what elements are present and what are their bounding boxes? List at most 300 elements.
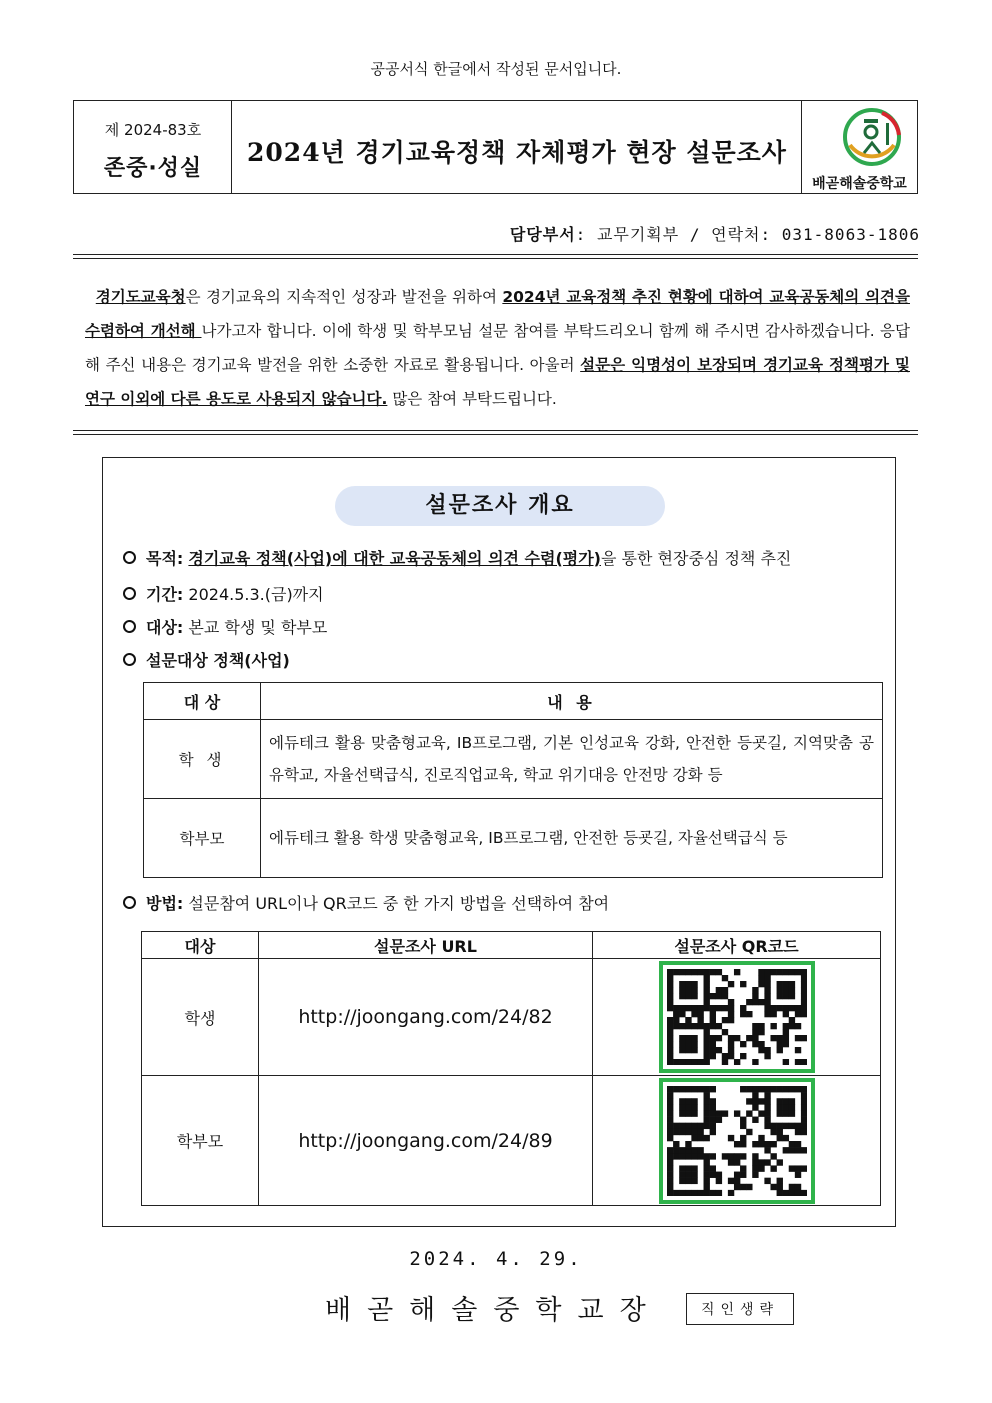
qr-module <box>697 969 703 975</box>
qr-module <box>673 1189 679 1195</box>
qr-module <box>752 1165 758 1171</box>
qr-module <box>776 1110 782 1116</box>
qr-module <box>691 981 697 987</box>
qr-module <box>697 1134 703 1140</box>
qr-module <box>703 981 709 987</box>
dept-label: 담당부서 <box>509 225 576 244</box>
qr-module <box>794 1059 800 1065</box>
qr-module <box>776 993 782 999</box>
qr-module <box>721 1017 727 1023</box>
qr-module <box>715 1023 721 1029</box>
qr-module <box>685 1147 691 1153</box>
qr-module <box>770 1165 776 1171</box>
qr-module <box>667 1023 673 1029</box>
qr-module <box>800 1092 806 1098</box>
qr-module <box>746 1086 752 1092</box>
qr-module <box>770 1128 776 1134</box>
qr-module <box>691 1147 697 1153</box>
qr-module <box>679 1189 685 1195</box>
qr-module <box>673 1086 679 1092</box>
qr-module <box>691 1177 697 1183</box>
purpose-item <box>123 546 791 569</box>
qr-module <box>740 1041 746 1047</box>
qr-module <box>794 1165 800 1171</box>
qr-module <box>727 1177 733 1183</box>
qr-module <box>703 1035 709 1041</box>
qr-module <box>776 1122 782 1128</box>
qr-module <box>733 1183 739 1189</box>
qr-module <box>794 1171 800 1177</box>
qr-module <box>691 1104 697 1110</box>
target-item <box>123 615 327 638</box>
qr-module <box>782 1134 788 1140</box>
qr-module <box>697 1005 703 1011</box>
qr-module <box>764 1092 770 1098</box>
qr-module <box>794 1122 800 1128</box>
qr-module <box>679 993 685 999</box>
qr-module <box>709 1189 715 1195</box>
qr-cell <box>593 1076 881 1206</box>
intro-text: 은 경기교육의 지속적인 성장과 발전을 위하여 <box>185 288 503 306</box>
qr-module <box>788 1165 794 1171</box>
qr-module <box>709 1017 715 1023</box>
qr-module <box>800 1086 806 1092</box>
qr-module <box>691 1005 697 1011</box>
method-target: 학생 <box>142 959 259 1076</box>
qr-module <box>782 1005 788 1011</box>
qr-module <box>727 999 733 1005</box>
qr-module <box>764 1005 770 1011</box>
qr-module <box>679 1122 685 1128</box>
qr-module <box>667 1029 673 1035</box>
qr-module <box>667 1047 673 1053</box>
qr-module <box>794 1128 800 1134</box>
target-label: 대상: <box>146 618 184 637</box>
period-item <box>123 582 324 605</box>
qr-module <box>782 993 788 999</box>
qr-cell <box>593 959 881 1076</box>
qr-module <box>758 975 764 981</box>
qr-module <box>727 1005 733 1011</box>
intro-org: 경기도교육청 <box>95 288 186 306</box>
qr-module <box>800 1189 806 1195</box>
qr-module <box>782 1059 788 1065</box>
qr-module <box>685 1023 691 1029</box>
qr-module <box>758 1134 764 1140</box>
qr-module <box>740 1134 746 1140</box>
qr-module <box>788 1189 794 1195</box>
qr-module <box>691 1086 697 1092</box>
qr-module <box>727 1047 733 1053</box>
qr-module <box>709 1128 715 1134</box>
policy-header-content: 내 용 <box>261 683 883 720</box>
qr-module <box>685 1177 691 1183</box>
qr-module <box>667 1177 673 1183</box>
qr-module <box>764 1141 770 1147</box>
qr-module <box>746 1098 752 1104</box>
qr-module <box>752 1159 758 1165</box>
qr-module <box>782 1189 788 1195</box>
qr-module <box>715 993 721 999</box>
qr-module <box>679 1147 685 1153</box>
qr-module <box>703 1122 709 1128</box>
qr-module <box>800 1035 806 1041</box>
qr-module <box>752 1059 758 1065</box>
qr-module <box>776 1035 782 1041</box>
qr-module <box>667 1128 673 1134</box>
qr-module <box>703 1086 709 1092</box>
qr-module <box>703 987 709 993</box>
qr-module <box>691 1128 697 1134</box>
method-header-qr: 설문조사 QR코드 <box>593 932 881 959</box>
bullet-circle-icon <box>123 653 136 666</box>
qr-module <box>794 1189 800 1195</box>
qr-module <box>715 1189 721 1195</box>
qr-module <box>691 1134 697 1140</box>
qr-module <box>776 1177 782 1183</box>
qr-module <box>721 1029 727 1035</box>
qr-module <box>667 1189 673 1195</box>
qr-module <box>752 987 758 993</box>
qr-module <box>776 1005 782 1011</box>
qr-module <box>764 1053 770 1059</box>
qr-module <box>794 969 800 975</box>
period-value: 2024.5.3.(금)까지 <box>188 585 324 604</box>
qr-module <box>709 993 715 999</box>
qr-module <box>685 1189 691 1195</box>
qr-module <box>733 1059 739 1065</box>
qr-module <box>776 1041 782 1047</box>
qr-module <box>800 1122 806 1128</box>
survey-url-link[interactable]: http://joongang.com/24/82 <box>259 959 593 1076</box>
bullet-circle-icon <box>123 896 136 909</box>
qr-module <box>667 1183 673 1189</box>
qr-module <box>770 1086 776 1092</box>
qr-module <box>758 1086 764 1092</box>
qr-module <box>733 1153 739 1159</box>
title-cell <box>232 101 802 193</box>
bullet-circle-icon <box>123 620 136 633</box>
overview-box <box>102 457 896 1227</box>
qr-module <box>691 1047 697 1053</box>
overview-heading: 설문조사 개요 <box>335 486 665 526</box>
qr-module <box>703 1041 709 1047</box>
qr-module <box>733 1171 739 1177</box>
qr-module <box>758 981 764 987</box>
qr-module <box>679 1165 685 1171</box>
method-header-url: 설문조사 URL <box>259 932 593 959</box>
qr-module <box>776 1047 782 1053</box>
intro-text: 나가고자 합니다. 이에 학생 및 학부모님 설문 참여를 부탁드리오니 함께 해 주시면 감사하겠습니다. 응답해 주신 내용은 경기교육 발전을 위한 소중한 자료로 활용됩니다. 아울러 <box>85 322 911 374</box>
qr-module <box>709 1011 715 1017</box>
qr-module <box>685 987 691 993</box>
qr-module <box>721 1005 727 1011</box>
qr-module <box>794 1147 800 1153</box>
qr-module <box>691 1189 697 1195</box>
table-row <box>144 799 883 878</box>
qr-module <box>740 1141 746 1147</box>
qr-module <box>709 1110 715 1116</box>
qr-module <box>788 969 794 975</box>
policy-table <box>143 682 883 878</box>
qr-module <box>667 1059 673 1065</box>
qr-module <box>770 1023 776 1029</box>
qr-module <box>709 1098 715 1104</box>
qr-module <box>703 975 709 981</box>
qr-module <box>679 969 685 975</box>
qr-module <box>685 969 691 975</box>
qr-module <box>764 981 770 987</box>
policy-target: 학부모 <box>144 799 261 878</box>
qr-module <box>703 1029 709 1035</box>
qr-module <box>782 1023 788 1029</box>
qr-module <box>721 987 727 993</box>
qr-module <box>794 1023 800 1029</box>
qr-module <box>667 1171 673 1177</box>
table-row <box>144 720 883 799</box>
qr-module <box>764 1098 770 1104</box>
qr-module <box>715 1035 721 1041</box>
qr-module <box>673 1011 679 1017</box>
purpose-underlined: 경기교육 정책(사업)에 대한 교육공동체의 의견 수렴(평가) <box>188 549 601 568</box>
qr-module <box>703 1110 709 1116</box>
qr-module <box>709 1122 715 1128</box>
qr-module <box>788 1122 794 1128</box>
qr-module <box>703 999 709 1005</box>
qr-module <box>685 1047 691 1053</box>
qr-module <box>800 1104 806 1110</box>
qr-module <box>727 1011 733 1017</box>
qr-module <box>776 1086 782 1092</box>
qr-module <box>679 1177 685 1183</box>
qr-module <box>715 1005 721 1011</box>
qr-module <box>770 1183 776 1189</box>
qr-module <box>715 1047 721 1053</box>
qr-module <box>673 1023 679 1029</box>
qr-module <box>746 999 752 1005</box>
qr-module <box>782 1098 788 1104</box>
qr-module <box>740 1086 746 1092</box>
qr-module <box>776 1183 782 1189</box>
policy-label: 설문대상 정책(사업) <box>146 651 290 670</box>
qr-module <box>685 1128 691 1134</box>
intro-text: 많은 참여 부탁드립니다. <box>387 390 557 408</box>
qr-module <box>715 969 721 975</box>
qr-module <box>697 1153 703 1159</box>
qr-module <box>782 987 788 993</box>
qr-module <box>740 1116 746 1122</box>
qr-module <box>697 1023 703 1029</box>
qr-module <box>679 1153 685 1159</box>
qr-module <box>691 1011 697 1017</box>
seal-omitted-box: 직인생략 <box>686 1293 794 1325</box>
qr-module <box>782 969 788 975</box>
qr-module <box>703 1005 709 1011</box>
qr-module <box>673 1017 679 1023</box>
qr-module <box>709 1086 715 1092</box>
method-header-target: 대상 <box>142 932 259 959</box>
qr-module <box>691 987 697 993</box>
qr-module <box>673 1005 679 1011</box>
qr-module <box>770 1141 776 1147</box>
qr-module <box>679 1110 685 1116</box>
qr-module <box>764 1116 770 1122</box>
doc-number-cell <box>74 101 232 193</box>
qr-module <box>667 1153 673 1159</box>
qr-module <box>752 993 758 999</box>
qr-module <box>800 993 806 999</box>
qr-module <box>667 1035 673 1041</box>
qr-module <box>667 987 673 993</box>
qr-module <box>788 1183 794 1189</box>
qr-module <box>770 1153 776 1159</box>
qr-module <box>709 1104 715 1110</box>
qr-module <box>709 1116 715 1122</box>
qr-module <box>667 1134 673 1140</box>
qr-module <box>800 975 806 981</box>
qr-module <box>764 1110 770 1116</box>
qr-module <box>697 1128 703 1134</box>
qr-module <box>782 981 788 987</box>
policy-content: 에듀테크 활용 학생 맞춤형교육, IB프로그램, 안전한 등굣길, 자율선택급식 등 <box>261 799 883 878</box>
qr-module <box>667 1159 673 1165</box>
qr-module <box>679 1171 685 1177</box>
qr-module <box>794 1183 800 1189</box>
qr-module <box>727 1035 733 1041</box>
qr-module <box>721 1053 727 1059</box>
qr-module <box>800 987 806 993</box>
qr-module <box>758 969 764 975</box>
qr-module <box>667 993 673 999</box>
school-logo-name: 배곧해솔중학교 <box>812 176 907 192</box>
qr-module <box>709 1047 715 1053</box>
qr-module <box>740 1153 746 1159</box>
qr-module <box>794 1035 800 1041</box>
signatory: 배곧해솔중학교장 <box>325 1295 662 1326</box>
qr-module <box>679 1011 685 1017</box>
qr-module <box>746 1128 752 1134</box>
qr-module <box>776 987 782 993</box>
qr-module <box>788 1141 794 1147</box>
qr-module <box>685 1098 691 1104</box>
qr-module <box>782 1035 788 1041</box>
method-value: 설문참여 URL이나 QR코드 중 한 가지 방법을 선택하여 참여 <box>188 894 610 913</box>
qr-module <box>740 1165 746 1171</box>
qr-module <box>715 1171 721 1177</box>
qr-module <box>685 1141 691 1147</box>
qr-module <box>752 1029 758 1035</box>
qr-module <box>800 981 806 987</box>
qr-module <box>788 1110 794 1116</box>
qr-module <box>800 1011 806 1017</box>
qr-module <box>709 1053 715 1059</box>
qr-module <box>667 981 673 987</box>
qr-module <box>673 969 679 975</box>
dept-value: 교무기획부 <box>596 225 680 244</box>
qr-module <box>788 1005 794 1011</box>
qr-module <box>788 1104 794 1110</box>
qr-module <box>727 1134 733 1140</box>
qr-module <box>782 1122 788 1128</box>
qr-module <box>782 1041 788 1047</box>
survey-url-link[interactable]: http://joongang.com/24/89 <box>259 1076 593 1206</box>
qr-module <box>794 1047 800 1053</box>
qr-module <box>667 1147 673 1153</box>
qr-module <box>800 1059 806 1065</box>
qr-module <box>667 975 673 981</box>
qr-module <box>758 1110 764 1116</box>
qr-module <box>685 1005 691 1011</box>
method-target: 학부모 <box>142 1076 259 1206</box>
qr-module <box>691 1035 697 1041</box>
qr-module <box>691 1110 697 1116</box>
qr-module <box>758 1041 764 1047</box>
qr-module <box>703 993 709 999</box>
qr-module <box>764 1147 770 1153</box>
purpose-label: 목적: <box>146 549 184 568</box>
top-note: 공공서식 한글에서 작성된 문서입니다. <box>370 60 622 78</box>
qr-module <box>709 1035 715 1041</box>
qr-module <box>758 1159 764 1165</box>
policy-target: 학 생 <box>144 720 261 799</box>
qr-module <box>703 1171 709 1177</box>
qr-module <box>764 969 770 975</box>
qr-module <box>709 1171 715 1177</box>
qr-module <box>788 987 794 993</box>
qr-code-icon[interactable] <box>659 1078 815 1204</box>
qr-module <box>764 1047 770 1053</box>
qr-module <box>758 1141 764 1147</box>
qr-module <box>667 1116 673 1122</box>
qr-module <box>667 1086 673 1092</box>
qr-module <box>667 1005 673 1011</box>
qr-module <box>788 1017 794 1023</box>
qr-module <box>673 1147 679 1153</box>
qr-code-icon[interactable] <box>659 961 815 1073</box>
qr-module <box>685 1110 691 1116</box>
qr-module <box>667 1122 673 1128</box>
qr-module <box>667 1053 673 1059</box>
policy-header-target: 대 상 <box>144 683 261 720</box>
qr-module <box>691 969 697 975</box>
bullet-circle-icon <box>123 551 136 564</box>
qr-module <box>679 987 685 993</box>
qr-module <box>752 1141 758 1147</box>
qr-module <box>800 1165 806 1171</box>
qr-module <box>727 1153 733 1159</box>
qr-module <box>727 1053 733 1059</box>
qr-module <box>788 1147 794 1153</box>
qr-module <box>740 1122 746 1128</box>
qr-module <box>715 1110 721 1116</box>
qr-module <box>740 1005 746 1011</box>
qr-module <box>679 1023 685 1029</box>
qr-module <box>703 1183 709 1189</box>
qr-module <box>697 1059 703 1065</box>
qr-module <box>764 1086 770 1092</box>
qr-module <box>685 1059 691 1065</box>
qr-module <box>721 1059 727 1065</box>
qr-module <box>740 1053 746 1059</box>
qr-module <box>740 1183 746 1189</box>
qr-module <box>709 1165 715 1171</box>
qr-module <box>709 969 715 975</box>
method-table <box>141 931 881 1206</box>
qr-module <box>703 1098 709 1104</box>
qr-module <box>752 1104 758 1110</box>
qr-module <box>758 1029 764 1035</box>
header-box <box>73 100 918 194</box>
